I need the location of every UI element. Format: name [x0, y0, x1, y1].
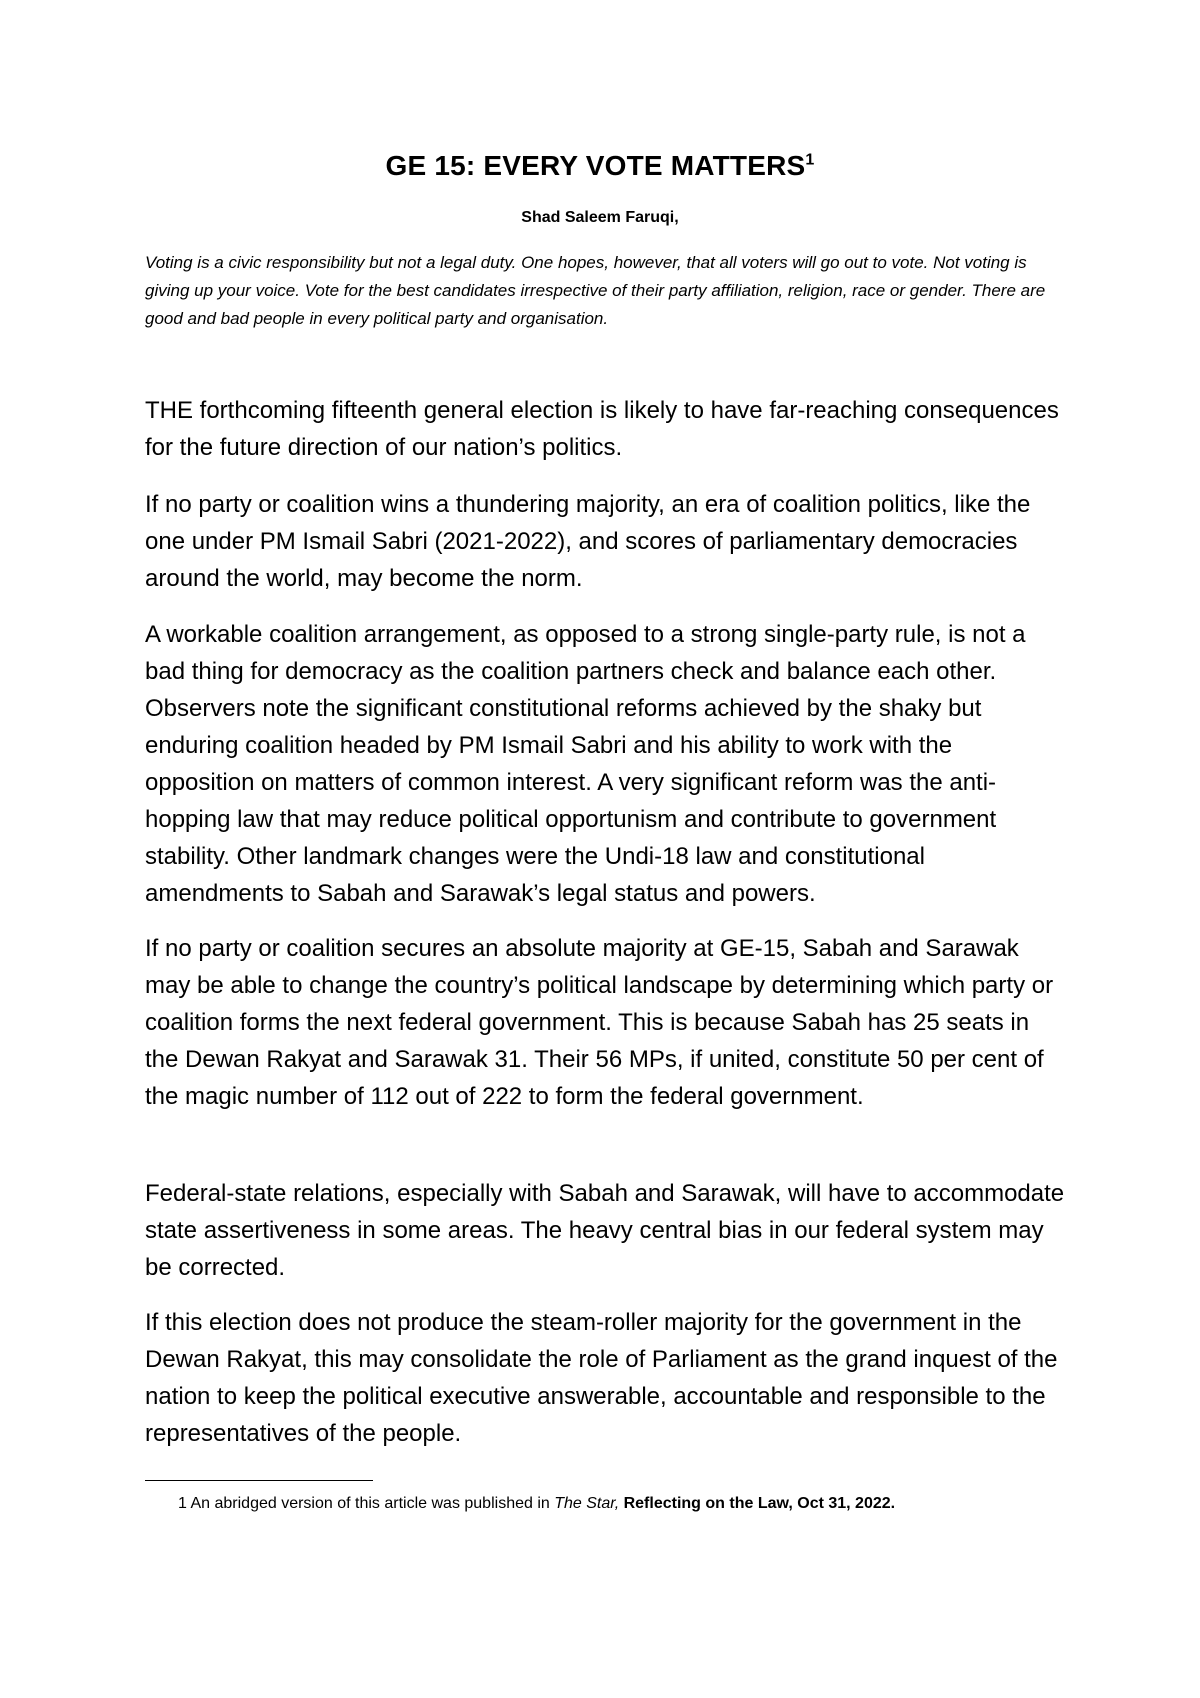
article-title [0, 150, 1200, 182]
footnote-marker: 1 [178, 1495, 187, 1512]
footnote-column: Reflecting on the Law, Oct 31, 2022. [619, 1495, 896, 1512]
footnote-separator [145, 1480, 373, 1481]
body-paragraph-5: Federal-state relations, especially with Sabah and Sarawak, will have to accommodate state assertiveness in some areas. The heavy central bias in our federal system may be corrected. [145, 1180, 1065, 1281]
footnote [178, 1493, 1078, 1515]
title-footnote-marker[interactable]: 1 [805, 151, 815, 169]
body-paragraph-4: If no party or coalition secures an absolute majority at GE-15, Sabah and Sarawak may be able to change the country’s political landscape by determining which party or coalition forms the next federal government. This is because Sabah has 25 seats in the Dewan Rakyat and Sarawak 31. Their 56 MPs, if united, constitute 50 per cent of the magic number of 112 out of 222 to form the federal government. [145, 935, 1054, 1110]
footnote-publication: The Star, [554, 1495, 620, 1512]
body-paragraph-1: THE forthcoming fifteenth general election is likely to have far-reaching consequences for the future direction of our nation’s politics. [145, 397, 1059, 461]
footnote-text: An abridged version of this article was published in [190, 1495, 555, 1512]
article-title-text: GE 15: EVERY VOTE MATTERS [385, 150, 806, 181]
body-paragraph-6: If this election does not produce the steam-roller majority for the government in the Dewan Rakyat, this may consolidate the role of Parliament as the grand inquest of the nation to keep the political executive answerable, accountable and responsible to the representatives of the people. [145, 1309, 1058, 1447]
author-name: Shad Saleem Faruqi, [521, 209, 679, 226]
abstract: Voting is a civic responsibility but not a legal duty. One hopes, however, that all voters will go out to vote. Not voting is giving up your voice. Vote for the best candidates irrespective of their party affiliation, religion, race or gender. There are good and bad people in every political party and organisation. [145, 253, 1046, 328]
body-paragraph-2: If no party or coalition wins a thundering majority, an era of coalition politics, like the one under PM Ismail Sabri (2021-2022), and scores of parliamentary democracies around the world, may become the norm. [145, 491, 1031, 592]
body-paragraph-3: A workable coalition arrangement, as opposed to a strong single-party rule, is not a bad thing for democracy as the coalition partners check and balance each other. Observers note the significant constitutional reforms achieved by the shaky but enduring coalition headed by PM Ismail Sabri and his ability to work with the opposition on matters of common interest. A very significant reform was the anti-hopping law that may reduce political opportunism and contribute to government stability. Other landmark changes were the Undi-18 law and constitutional amendments to Sabah and Sarawak’s legal status and powers. [145, 621, 1026, 907]
